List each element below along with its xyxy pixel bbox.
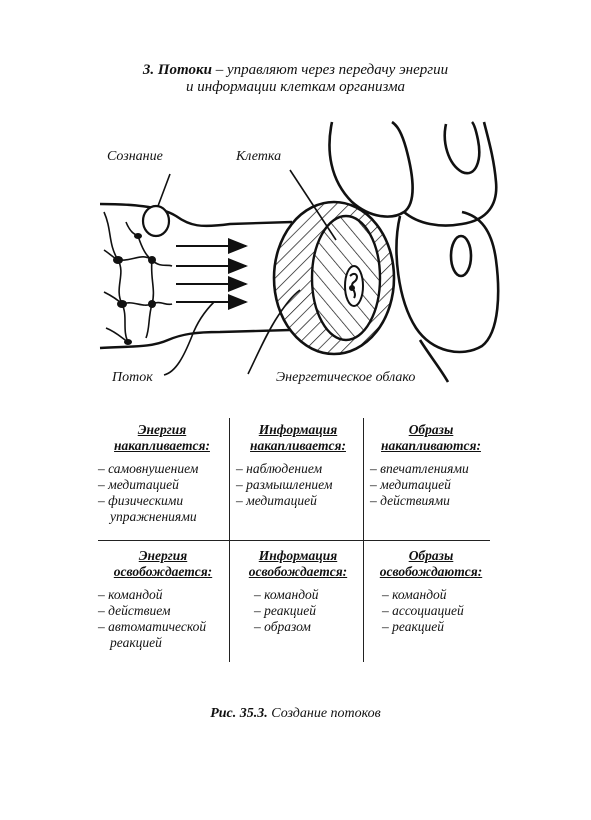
cell-information-releases xyxy=(236,548,360,635)
flow-arrows xyxy=(176,246,246,302)
list-item: – физическими упражнениями xyxy=(98,493,226,525)
figure-title xyxy=(0,62,591,96)
list-item: – образом xyxy=(236,619,360,635)
neighbor-cell-inner-top xyxy=(445,122,479,173)
list-item: – медитацией xyxy=(98,477,226,493)
list-item: – медитацией xyxy=(236,493,360,509)
list-item: – ассоциацией xyxy=(370,603,492,619)
caption-number: Рис. 35.3. xyxy=(210,706,268,721)
list-item: – командой xyxy=(370,587,492,603)
list-item: – действиями xyxy=(370,493,492,509)
title-number: 3. Потоки xyxy=(142,62,212,78)
figure-caption xyxy=(0,706,591,722)
heading-line-1: Энергия xyxy=(137,422,187,437)
heading-line-1: Образы xyxy=(408,548,454,563)
heading-line-1: Информация xyxy=(258,422,338,437)
consciousness-node xyxy=(143,206,169,236)
label-cell: Клетка xyxy=(236,149,282,164)
flow-diagram xyxy=(0,120,591,400)
heading-line-2: накапливается: xyxy=(250,438,346,453)
title-rest: – управляют через передачу энергии xyxy=(211,62,449,78)
cell-heading xyxy=(370,548,492,580)
cell-heading xyxy=(236,422,360,454)
accumulation-release-table xyxy=(98,418,490,662)
cell-heading xyxy=(370,422,492,454)
list-item: – самовнушением xyxy=(98,461,226,477)
cell-energy-accumulates xyxy=(98,422,226,525)
cell-images-release xyxy=(370,548,492,635)
list-item: – командой xyxy=(98,587,228,603)
heading-line-2: накапливаются: xyxy=(381,438,481,453)
cell-heading xyxy=(98,422,226,454)
label-flow: Поток xyxy=(112,370,153,385)
cell-energy-releases xyxy=(98,548,228,651)
cell-information-accumulates xyxy=(236,422,360,509)
leader-consciousness xyxy=(158,174,170,206)
channel-upper-edge xyxy=(100,204,292,226)
list-item: – реакцией xyxy=(236,603,360,619)
list-item: – автоматической реакцией xyxy=(98,619,228,651)
table-row-divider xyxy=(98,540,490,541)
cell-heading xyxy=(98,548,228,580)
list-item: – наблюдением xyxy=(236,461,360,477)
title-line-2: и информации клеткам организма xyxy=(185,79,406,95)
caption-text: Создание потоков xyxy=(267,706,381,721)
heading-line-1: Информация xyxy=(258,548,338,563)
heading-line-2: накапливается: xyxy=(114,438,210,453)
list-item: – размышлением xyxy=(236,477,360,493)
heading-line-2: освобождается: xyxy=(113,564,213,579)
cell-images-accumulate xyxy=(370,422,492,509)
label-consciousness: Сознание xyxy=(107,149,163,164)
heading-line-2: освобождаются: xyxy=(379,564,483,579)
cell-heading xyxy=(236,548,360,580)
label-energy-cloud: Энергетическое облако xyxy=(276,370,416,385)
list-item: – медитацией xyxy=(370,477,492,493)
list-item: – действием xyxy=(98,603,228,619)
list-item: – реакцией xyxy=(370,619,492,635)
title-line-1 xyxy=(0,62,591,79)
heading-line-1: Образы xyxy=(408,422,454,437)
neighbor-cell-top-right xyxy=(404,122,496,226)
heading-line-2: освобождается: xyxy=(248,564,348,579)
heading-line-1: Энергия xyxy=(138,548,188,563)
list-item: – впечатлениями xyxy=(370,461,492,477)
list-item: – командой xyxy=(236,587,360,603)
neighbor-cell-nucleus xyxy=(451,236,471,276)
neighbor-cell-big xyxy=(397,212,499,352)
